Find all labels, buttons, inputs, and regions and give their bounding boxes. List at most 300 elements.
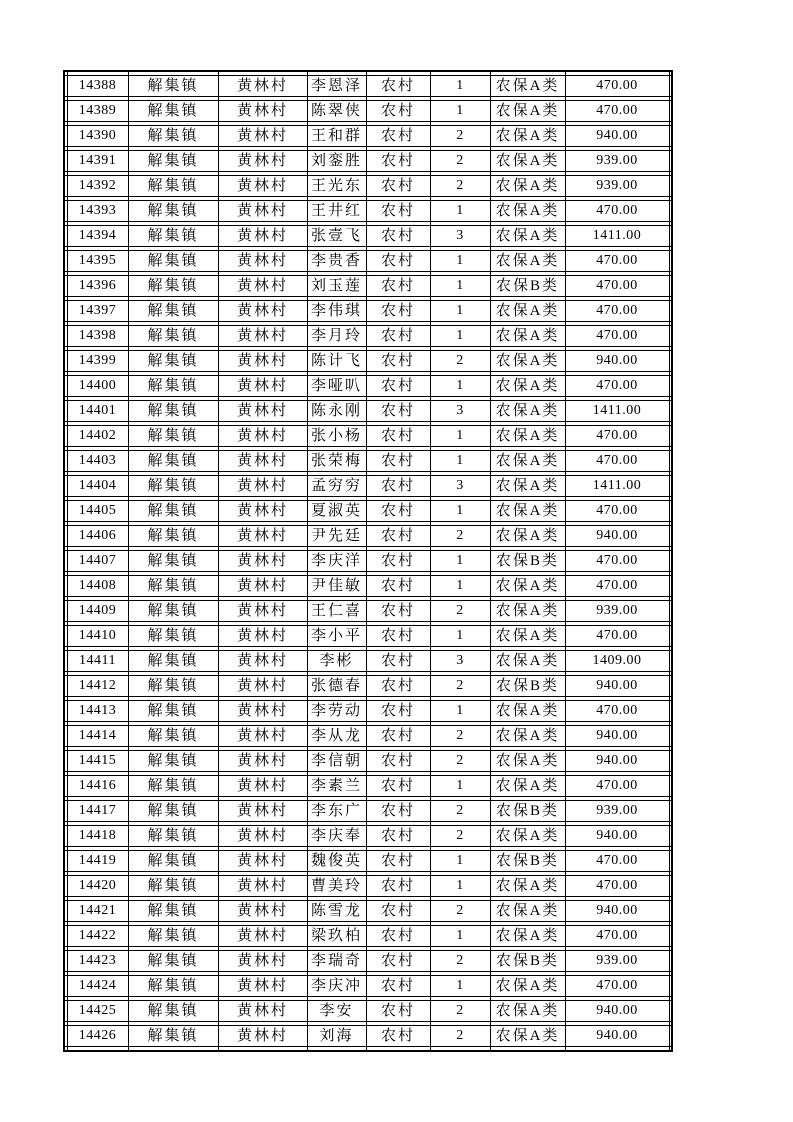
- cell-village: 黄林村: [218, 1001, 307, 1022]
- cell-person-name: 王井红: [307, 201, 366, 222]
- cell-residence-type: 农村: [366, 876, 430, 897]
- cell-town: 解集镇: [128, 626, 218, 647]
- cell-residence-type: 农村: [366, 201, 430, 222]
- cell-person-name: 张荣梅: [307, 451, 366, 472]
- cell-person-count: 1: [430, 776, 490, 797]
- cell-village: 黄林村: [218, 176, 307, 197]
- cell-amount: 1411.00: [565, 476, 669, 497]
- cell-residence-type: 农村: [366, 801, 430, 822]
- cell-insurance-category: 农保A类: [490, 651, 565, 672]
- right-edge-spacer-cell: [669, 976, 672, 997]
- cell-village: 黄林村: [218, 501, 307, 522]
- cell-insurance-category: 农保B类: [490, 951, 565, 972]
- cell-person-count: 3: [430, 401, 490, 422]
- table-row: [64, 276, 672, 297]
- cell-town: 解集镇: [128, 926, 218, 947]
- right-edge-spacer-cell: [669, 601, 672, 622]
- table-row: [64, 301, 672, 322]
- right-edge-spacer-cell: [669, 276, 672, 297]
- cell-amount: 470.00: [565, 501, 669, 522]
- right-edge-spacer-cell: [669, 901, 672, 922]
- cell-residence-type: 农村: [366, 601, 430, 622]
- cell-amount: 470.00: [565, 276, 669, 297]
- cell-village: 黄林村: [218, 576, 307, 597]
- cell-person-count: 1: [430, 851, 490, 872]
- right-edge-spacer-cell: [669, 801, 672, 822]
- cell-village: 黄林村: [218, 776, 307, 797]
- cell-person-count: 1: [430, 451, 490, 472]
- cell-town: 解集镇: [128, 876, 218, 897]
- right-edge-spacer-cell: [669, 651, 672, 672]
- right-edge-spacer-cell: [669, 876, 672, 897]
- cell-insurance-category: 农保A类: [490, 751, 565, 772]
- cell-seq-number: 14403: [67, 451, 128, 472]
- cell-person-count: 1: [430, 976, 490, 997]
- cell-person-name: 李月玲: [307, 326, 366, 347]
- cell-town: 解集镇: [128, 1001, 218, 1022]
- table-row: [64, 1001, 672, 1022]
- cell-person-count: 1: [430, 701, 490, 722]
- right-edge-spacer-cell: [669, 401, 672, 422]
- cell-town: 解集镇: [128, 1026, 218, 1047]
- cell-town: 解集镇: [128, 501, 218, 522]
- cell-amount: 1411.00: [565, 401, 669, 422]
- cell-amount: 470.00: [565, 551, 669, 572]
- cell-amount: 939.00: [565, 951, 669, 972]
- cell-town: 解集镇: [128, 401, 218, 422]
- cell-insurance-category: 农保A类: [490, 101, 565, 122]
- cell-person-name: 王仁喜: [307, 601, 366, 622]
- cell-person-count: 1: [430, 426, 490, 447]
- cell-amount: 470.00: [565, 626, 669, 647]
- cell-insurance-category: 农保A类: [490, 251, 565, 272]
- right-edge-spacer-cell: [669, 201, 672, 222]
- cell-amount: 940.00: [565, 1001, 669, 1022]
- right-edge-spacer-cell: [669, 126, 672, 147]
- cell-insurance-category: 农保A类: [490, 351, 565, 372]
- cell-town: 解集镇: [128, 826, 218, 847]
- cell-village: 黄林村: [218, 626, 307, 647]
- table-row: [64, 926, 672, 947]
- cell-seq-number: 14390: [67, 126, 128, 147]
- cell-person-name: 梁玖柏: [307, 926, 366, 947]
- cell-amount: 470.00: [565, 251, 669, 272]
- cell-town: 解集镇: [128, 701, 218, 722]
- cell-seq-number: 14412: [67, 676, 128, 697]
- right-edge-spacer-cell: [669, 151, 672, 172]
- spacer-cell: [366, 1047, 430, 1052]
- cell-person-name: 李哑叭: [307, 376, 366, 397]
- right-edge-spacer-cell: [669, 751, 672, 772]
- cell-village: 黄林村: [218, 326, 307, 347]
- cell-person-count: 1: [430, 576, 490, 597]
- spacer-cell: [307, 1047, 366, 1052]
- cell-village: 黄林村: [218, 126, 307, 147]
- cell-person-count: 2: [430, 726, 490, 747]
- cell-town: 解集镇: [128, 976, 218, 997]
- cell-person-count: 1: [430, 326, 490, 347]
- right-edge-spacer-cell: [669, 576, 672, 597]
- cell-residence-type: 农村: [366, 526, 430, 547]
- table-row: [64, 451, 672, 472]
- cell-residence-type: 农村: [366, 301, 430, 322]
- cell-insurance-category: 农保A类: [490, 1001, 565, 1022]
- table-row: [64, 551, 672, 572]
- table-row: [64, 651, 672, 672]
- cell-seq-number: 14413: [67, 701, 128, 722]
- cell-residence-type: 农村: [366, 826, 430, 847]
- cell-seq-number: 14416: [67, 776, 128, 797]
- table-row: [64, 726, 672, 747]
- cell-person-count: 2: [430, 126, 490, 147]
- cell-person-count: 1: [430, 301, 490, 322]
- cell-residence-type: 农村: [366, 576, 430, 597]
- cell-insurance-category: 农保A类: [490, 601, 565, 622]
- right-edge-spacer-cell: [669, 626, 672, 647]
- cell-person-name: 李小平: [307, 626, 366, 647]
- cell-village: 黄林村: [218, 476, 307, 497]
- cell-insurance-category: 农保A类: [490, 501, 565, 522]
- cell-village: 黄林村: [218, 826, 307, 847]
- cell-seq-number: 14407: [67, 551, 128, 572]
- cell-seq-number: 14396: [67, 276, 128, 297]
- cell-person-count: 2: [430, 676, 490, 697]
- cell-person-name: 李庆冲: [307, 976, 366, 997]
- cell-village: 黄林村: [218, 226, 307, 247]
- right-edge-spacer-cell: [669, 476, 672, 497]
- cell-person-name: 张小杨: [307, 426, 366, 447]
- cell-residence-type: 农村: [366, 226, 430, 247]
- right-edge-spacer-cell: [669, 226, 672, 247]
- cell-person-name: 李庆奉: [307, 826, 366, 847]
- cell-seq-number: 14399: [67, 351, 128, 372]
- cell-residence-type: 农村: [366, 126, 430, 147]
- cell-person-name: 李庆洋: [307, 551, 366, 572]
- cell-insurance-category: 农保A类: [490, 776, 565, 797]
- cell-person-name: 李恩泽: [307, 76, 366, 97]
- cell-person-count: 1: [430, 101, 490, 122]
- cell-residence-type: 农村: [366, 951, 430, 972]
- cell-village: 黄林村: [218, 276, 307, 297]
- cell-seq-number: 14414: [67, 726, 128, 747]
- cell-seq-number: 14408: [67, 576, 128, 597]
- cell-insurance-category: 农保A类: [490, 576, 565, 597]
- table-row: [64, 526, 672, 547]
- cell-seq-number: 14415: [67, 751, 128, 772]
- cell-town: 解集镇: [128, 426, 218, 447]
- cell-residence-type: 农村: [366, 676, 430, 697]
- cell-insurance-category: 农保A类: [490, 476, 565, 497]
- cell-village: 黄林村: [218, 351, 307, 372]
- table-row: [64, 601, 672, 622]
- cell-residence-type: 农村: [366, 276, 430, 297]
- cell-amount: 470.00: [565, 326, 669, 347]
- cell-person-name: 李瑞奇: [307, 951, 366, 972]
- cell-village: 黄林村: [218, 376, 307, 397]
- cell-amount: 470.00: [565, 376, 669, 397]
- right-edge-spacer-cell: [669, 351, 672, 372]
- cell-person-name: 陈永刚: [307, 401, 366, 422]
- cell-village: 黄林村: [218, 726, 307, 747]
- cell-insurance-category: 农保A类: [490, 201, 565, 222]
- table-row: [64, 326, 672, 347]
- cell-village: 黄林村: [218, 851, 307, 872]
- cell-village: 黄林村: [218, 1026, 307, 1047]
- cell-amount: 940.00: [565, 126, 669, 147]
- cell-amount: 470.00: [565, 301, 669, 322]
- right-edge-spacer-cell: [669, 501, 672, 522]
- cell-person-name: 李东广: [307, 801, 366, 822]
- cell-insurance-category: 农保A类: [490, 976, 565, 997]
- cell-person-count: 1: [430, 926, 490, 947]
- spacer-cell: [67, 1047, 128, 1052]
- cell-seq-number: 14422: [67, 926, 128, 947]
- table-row: [64, 1026, 672, 1047]
- cell-amount: 939.00: [565, 801, 669, 822]
- right-edge-spacer-cell: [669, 726, 672, 747]
- cell-person-name: 刘玉莲: [307, 276, 366, 297]
- cell-amount: 940.00: [565, 526, 669, 547]
- cell-village: 黄林村: [218, 651, 307, 672]
- cell-person-name: 刘海: [307, 1026, 366, 1047]
- cell-town: 解集镇: [128, 301, 218, 322]
- cell-person-name: 陈雪龙: [307, 901, 366, 922]
- cell-person-name: 张壹飞: [307, 226, 366, 247]
- cell-village: 黄林村: [218, 901, 307, 922]
- cell-person-count: 2: [430, 526, 490, 547]
- cell-insurance-category: 农保A类: [490, 76, 565, 97]
- cell-town: 解集镇: [128, 326, 218, 347]
- cell-seq-number: 14419: [67, 851, 128, 872]
- cell-village: 黄林村: [218, 751, 307, 772]
- cell-seq-number: 14421: [67, 901, 128, 922]
- right-edge-spacer-cell: [669, 551, 672, 572]
- cell-amount: 470.00: [565, 926, 669, 947]
- cell-town: 解集镇: [128, 751, 218, 772]
- cell-residence-type: 农村: [366, 351, 430, 372]
- cell-residence-type: 农村: [366, 1001, 430, 1022]
- cell-insurance-category: 农保A类: [490, 126, 565, 147]
- right-edge-spacer-cell: [669, 326, 672, 347]
- cell-residence-type: 农村: [366, 776, 430, 797]
- cell-person-count: 1: [430, 876, 490, 897]
- cell-person-name: 李彬: [307, 651, 366, 672]
- table-row: [64, 376, 672, 397]
- table-row: [64, 576, 672, 597]
- cell-town: 解集镇: [128, 451, 218, 472]
- cell-amount: 470.00: [565, 101, 669, 122]
- cell-seq-number: 14392: [67, 176, 128, 197]
- cell-insurance-category: 农保A类: [490, 376, 565, 397]
- cell-town: 解集镇: [128, 526, 218, 547]
- right-edge-spacer-cell: [669, 376, 672, 397]
- cell-person-count: 1: [430, 276, 490, 297]
- cell-village: 黄林村: [218, 76, 307, 97]
- cell-village: 黄林村: [218, 601, 307, 622]
- cell-village: 黄林村: [218, 951, 307, 972]
- cell-town: 解集镇: [128, 801, 218, 822]
- cell-seq-number: 14406: [67, 526, 128, 547]
- cell-seq-number: 14388: [67, 76, 128, 97]
- cell-seq-number: 14393: [67, 201, 128, 222]
- cell-insurance-category: 农保B类: [490, 276, 565, 297]
- table-row: [64, 226, 672, 247]
- right-edge-spacer-cell: [669, 676, 672, 697]
- cell-town: 解集镇: [128, 651, 218, 672]
- right-edge-spacer-cell: [669, 451, 672, 472]
- cell-person-name: 李从龙: [307, 726, 366, 747]
- right-edge-spacer-cell: [669, 826, 672, 847]
- right-edge-spacer-cell: [669, 76, 672, 97]
- cell-person-name: 李劳动: [307, 701, 366, 722]
- cell-person-count: 2: [430, 801, 490, 822]
- cell-person-count: 2: [430, 1001, 490, 1022]
- cell-person-count: 3: [430, 476, 490, 497]
- cell-residence-type: 农村: [366, 901, 430, 922]
- cell-residence-type: 农村: [366, 751, 430, 772]
- cell-person-name: 李伟琪: [307, 301, 366, 322]
- table-row: [64, 476, 672, 497]
- cell-insurance-category: 农保A类: [490, 176, 565, 197]
- cell-person-count: 2: [430, 1026, 490, 1047]
- cell-town: 解集镇: [128, 951, 218, 972]
- cell-seq-number: 14405: [67, 501, 128, 522]
- cell-amount: 1411.00: [565, 226, 669, 247]
- cell-person-name: 李素兰: [307, 776, 366, 797]
- cell-village: 黄林村: [218, 876, 307, 897]
- cell-town: 解集镇: [128, 276, 218, 297]
- spacer-cell: [218, 1047, 307, 1052]
- cell-person-count: 2: [430, 951, 490, 972]
- cell-town: 解集镇: [128, 76, 218, 97]
- cell-person-name: 夏淑英: [307, 501, 366, 522]
- table-row: [64, 901, 672, 922]
- cell-residence-type: 农村: [366, 401, 430, 422]
- table-row: [64, 401, 672, 422]
- cell-town: 解集镇: [128, 201, 218, 222]
- cell-amount: 1409.00: [565, 651, 669, 672]
- right-edge-spacer-cell: [669, 176, 672, 197]
- table-row: [64, 76, 672, 97]
- cell-residence-type: 农村: [366, 701, 430, 722]
- cell-insurance-category: 农保A类: [490, 301, 565, 322]
- cell-insurance-category: 农保B类: [490, 801, 565, 822]
- cell-amount: 470.00: [565, 451, 669, 472]
- cell-insurance-category: 农保A类: [490, 826, 565, 847]
- cell-person-count: 1: [430, 501, 490, 522]
- cell-residence-type: 农村: [366, 376, 430, 397]
- cell-person-name: 曹美玲: [307, 876, 366, 897]
- cell-village: 黄林村: [218, 976, 307, 997]
- cell-insurance-category: 农保A类: [490, 151, 565, 172]
- cell-town: 解集镇: [128, 176, 218, 197]
- cell-amount: 470.00: [565, 776, 669, 797]
- cell-town: 解集镇: [128, 151, 218, 172]
- cell-insurance-category: 农保A类: [490, 426, 565, 447]
- right-edge-spacer-cell: [669, 701, 672, 722]
- cell-amount: 940.00: [565, 676, 669, 697]
- cell-town: 解集镇: [128, 551, 218, 572]
- cell-person-name: 陈计飞: [307, 351, 366, 372]
- cell-seq-number: 14423: [67, 951, 128, 972]
- cell-person-name: 李贵香: [307, 251, 366, 272]
- cell-person-name: 李安: [307, 1001, 366, 1022]
- cell-residence-type: 农村: [366, 176, 430, 197]
- cell-residence-type: 农村: [366, 551, 430, 572]
- cell-amount: 940.00: [565, 726, 669, 747]
- cell-insurance-category: 农保A类: [490, 451, 565, 472]
- right-edge-spacer-cell: [669, 951, 672, 972]
- cell-person-count: 2: [430, 601, 490, 622]
- cell-amount: 939.00: [565, 176, 669, 197]
- table-row: [64, 201, 672, 222]
- cell-person-count: 2: [430, 176, 490, 197]
- table-row: [64, 626, 672, 647]
- cell-person-count: 1: [430, 201, 490, 222]
- right-edge-spacer-cell: [669, 301, 672, 322]
- cell-village: 黄林村: [218, 201, 307, 222]
- cell-seq-number: 14418: [67, 826, 128, 847]
- table-row: [64, 826, 672, 847]
- cell-seq-number: 14425: [67, 1001, 128, 1022]
- table-row: [64, 776, 672, 797]
- cell-seq-number: 14391: [67, 151, 128, 172]
- cell-person-count: 2: [430, 826, 490, 847]
- subsidy-table: [63, 70, 673, 1052]
- right-edge-spacer-cell: [669, 426, 672, 447]
- table-row: [64, 751, 672, 772]
- right-edge-spacer-cell: [669, 851, 672, 872]
- cell-person-name: 王光东: [307, 176, 366, 197]
- cell-amount: 940.00: [565, 1026, 669, 1047]
- right-edge-spacer-cell: [669, 526, 672, 547]
- cell-town: 解集镇: [128, 251, 218, 272]
- cell-residence-type: 农村: [366, 101, 430, 122]
- table-row: [64, 501, 672, 522]
- cell-seq-number: 14400: [67, 376, 128, 397]
- cell-village: 黄林村: [218, 451, 307, 472]
- cell-person-count: 2: [430, 351, 490, 372]
- cell-seq-number: 14395: [67, 251, 128, 272]
- spacer-cell: [490, 1047, 565, 1052]
- cell-insurance-category: 农保A类: [490, 876, 565, 897]
- cell-residence-type: 农村: [366, 926, 430, 947]
- cell-seq-number: 14397: [67, 301, 128, 322]
- cell-residence-type: 农村: [366, 451, 430, 472]
- cell-person-count: 1: [430, 626, 490, 647]
- cell-person-count: 3: [430, 651, 490, 672]
- cell-insurance-category: 农保A类: [490, 226, 565, 247]
- cell-amount: 940.00: [565, 901, 669, 922]
- cell-seq-number: 14394: [67, 226, 128, 247]
- cell-town: 解集镇: [128, 351, 218, 372]
- right-edge-spacer-cell: [669, 1001, 672, 1022]
- cell-person-count: 1: [430, 251, 490, 272]
- cell-person-name: 王和群: [307, 126, 366, 147]
- cell-amount: 470.00: [565, 976, 669, 997]
- table-row: [64, 876, 672, 897]
- table-row: [64, 101, 672, 122]
- cell-residence-type: 农村: [366, 501, 430, 522]
- cell-seq-number: 14404: [67, 476, 128, 497]
- cell-amount: 470.00: [565, 851, 669, 872]
- cell-person-name: 刘銮胜: [307, 151, 366, 172]
- cell-residence-type: 农村: [366, 151, 430, 172]
- cell-insurance-category: 农保A类: [490, 926, 565, 947]
- cell-amount: 470.00: [565, 701, 669, 722]
- cell-insurance-category: 农保B类: [490, 676, 565, 697]
- table-row: [64, 351, 672, 372]
